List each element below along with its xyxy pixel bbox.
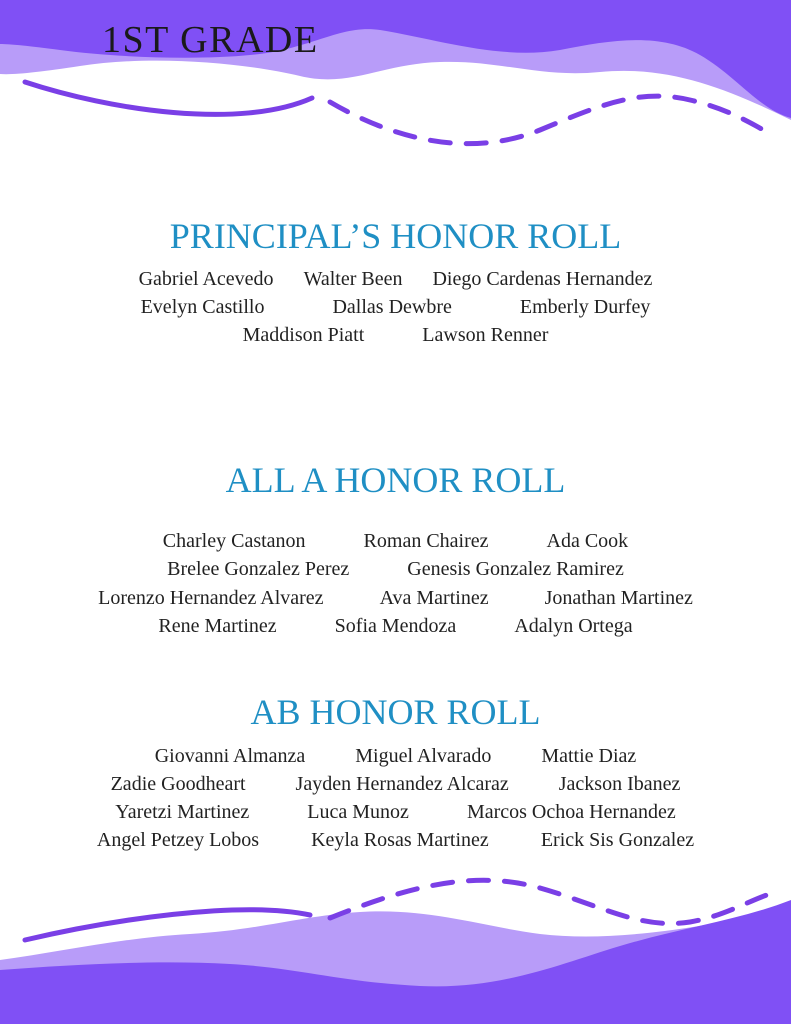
name-row xyxy=(0,585,791,611)
student-name: Miguel Alvarado xyxy=(355,745,492,767)
student-name: Ava Martinez xyxy=(379,587,489,609)
student-name: Brelee Gonzalez Perez xyxy=(167,558,350,580)
name-row xyxy=(0,771,791,797)
student-name: Erick Sis Gonzalez xyxy=(540,829,695,851)
name-row xyxy=(0,799,791,825)
student-name: Mattie Diaz xyxy=(541,745,637,767)
student-name: Dallas Dewbre xyxy=(332,296,452,318)
name-row xyxy=(0,556,791,582)
top-solid-line xyxy=(25,82,312,114)
student-name: Angel Petzey Lobos xyxy=(96,829,260,851)
name-row xyxy=(0,827,791,853)
student-name: Evelyn Castillo xyxy=(140,296,265,318)
section-heading-principals-honor-roll: PRINCIPAL’S HONOR ROLL xyxy=(169,216,622,256)
student-name: Diego Cardenas Hernandez xyxy=(432,268,653,290)
student-name: Roman Chairez xyxy=(363,530,489,552)
student-name: Rene Martinez xyxy=(158,615,277,637)
name-row xyxy=(0,322,791,348)
section-heading-ab-honor-roll: AB HONOR ROLL xyxy=(250,692,541,732)
name-row xyxy=(0,743,791,769)
student-name: Walter Been xyxy=(303,268,403,290)
student-name: Lawson Renner xyxy=(422,324,549,346)
student-name: Genesis Gonzalez Ramirez xyxy=(407,558,624,580)
student-name: Maddison Piatt xyxy=(242,324,365,346)
student-name: Emberly Durfey xyxy=(519,296,651,318)
student-name: Yaretzi Martinez xyxy=(115,801,250,823)
student-name: Adalyn Ortega xyxy=(514,615,633,637)
name-row xyxy=(0,266,791,292)
student-name: Jayden Hernandez Alcaraz xyxy=(295,773,509,795)
bottom-wave-decoration xyxy=(0,860,791,1024)
student-name: Ada Cook xyxy=(546,530,629,552)
student-name: Lorenzo Hernandez Alvarez xyxy=(98,587,324,609)
top-dashed-line xyxy=(330,96,770,144)
student-name: Giovanni Almanza xyxy=(154,745,306,767)
student-name: Jonathan Martinez xyxy=(544,587,693,609)
student-name: Sofia Mendoza xyxy=(334,615,457,637)
page-title: 1ST GRADE xyxy=(102,19,319,61)
student-name: Jackson Ibanez xyxy=(558,773,681,795)
name-row xyxy=(0,528,791,554)
name-row xyxy=(0,613,791,639)
student-name: Luca Munoz xyxy=(307,801,409,823)
student-name: Zadie Goodheart xyxy=(110,773,246,795)
student-name: Marcos Ochoa Hernandez xyxy=(466,801,676,823)
student-name: Keyla Rosas Martinez xyxy=(311,829,489,851)
student-name: Gabriel Acevedo xyxy=(138,268,274,290)
section-heading-all-a-honor-roll: ALL A HONOR ROLL xyxy=(225,460,566,500)
name-row xyxy=(0,294,791,320)
student-name: Charley Castanon xyxy=(162,530,306,552)
